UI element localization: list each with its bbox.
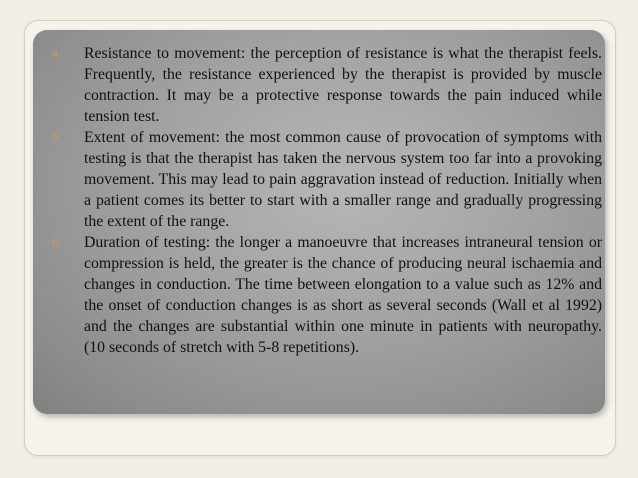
numbered-list — [52, 43, 602, 358]
list-item-number: 5. — [52, 132, 62, 144]
list-item-resistance — [52, 43, 602, 127]
list-item-text: Resistance to movement: the perception of resistance is what the therapist feels. Frequently, the resistance experienced by the therapist is provided by muscle contraction. It may be a protective response towards the pain induced while tension test. — [84, 45, 602, 125]
list-item-number: 6. — [52, 237, 62, 249]
list-item-text: Duration of testing: the longer a manoeuvre that increases intraneural tension or compression is held, the greater is the chance of producing neural ischaemia and changes in conduction. The time between elongation to a value such as 12% and the onset of conduction changes is as short as several seconds (Wall et al 1992) and the changes are substantial within one minute in patients with neuropathy. (10 seconds of stretch with 5-8 repetitions). — [84, 234, 602, 356]
list-item-duration — [52, 232, 602, 358]
list-item-text: Extent of movement: the most common cause of provocation of symptoms with testing is that the therapist has taken the nervous system too far into a provoking movement. This may lead to pain aggravation instead of reduction. Initially when a patient comes its better to start with a smaller range and gradually progressing the extent of the range. — [84, 129, 602, 230]
list-item-number: 4. — [52, 48, 62, 60]
list-item-extent — [52, 127, 602, 232]
